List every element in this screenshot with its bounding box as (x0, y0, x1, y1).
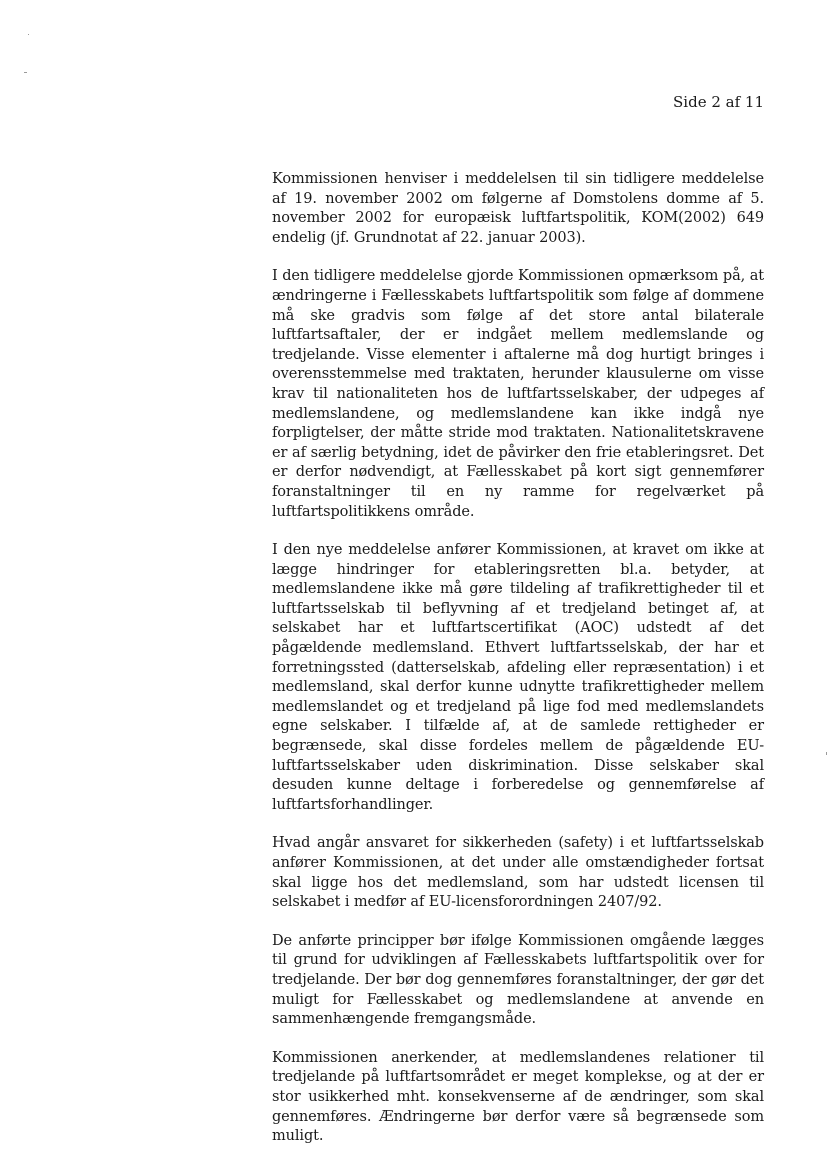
scan-speck (24, 72, 27, 73)
page-number: Side 2 af 11 (673, 93, 764, 111)
paragraph-3: I den nye meddelelse anfører Kommissionen, at kravet om ikke at lægge hindringer for etableringsretten bl.a. betyder, at medlemslandene ikke må gøre tildeling af trafikrettigheder til et luftfartsselskab til beflyvning af et tredjeland betinget af, at selskabet har et luftfartscertifikat (AOC) udstedt af det pågældende medlemsland. Ethvert luftfartsselskab, der har et forretningssted (datterselskab, afdeling eller repræsentation) i et medlemsland, skal derfor kunne udnytte trafikrettigheder mellem medlemslandet og et tredjeland på lige fod med medlemslandets egne selskaber. I tilfælde af, at de samlede rettigheder er begrænsede, skal disse fordeles mellem de pågældende EU-luftfartsselskaber uden diskrimination. Disse selskaber skal desuden kunne deltage i forberedelse og gennemførelse af luftfartsforhandlinger. (272, 542, 764, 813)
paragraph-2: I den tidligere meddelelse gjorde Kommissionen opmærksom på, at ændringerne i Fællesskabets luftfartspolitik som følge af dommene må ske gradvis som følge af det store antal bilaterale luftfartsaftaler, der er indgået mellem medlemslande og tredjelande. Visse elementer i aftalerne må dog hurtigt bringes i overensstemmelse med traktaten, herunder klausulerne om visse krav til nationaliteten hos de luftfartsselskaber, der udpeges af medlemslandene, og medlemslandene kan ikke indgå nye forpligtelser, der måtte stride mod traktaten. Nationalitetskravene er af særlig betydning, idet de påvirker den frie etableringsret. Det er derfor nødvendigt, at Fællesskabet på kort sigt gennemfører foranstaltninger til en ny ramme for regelværket på luftfartspolitikkens område. (272, 268, 764, 520)
scan-speck (826, 752, 827, 755)
scan-speck (28, 34, 29, 35)
paragraph-6: Kommissionen anerkender, at medlemslandenes relationer til tredjelande på luftfartsområdet er meget komplekse, og at der er stor usikkerhed mht. konsekvenserne af de ændringer, som skal gennemføres. Ændringerne bør derfor være så begrænsede som muligt. (272, 1049, 764, 1145)
document-body (272, 170, 764, 1166)
paragraph-1: Kommissionen henviser i meddelelsen til sin tidligere meddelelse af 19. november 2002 om følgerne af Domstolens domme af 5. november 2002 for europæisk luftfartspolitik, KOM(2002) 649 endelig (jf. Grundnotat af 22. januar 2003). (272, 171, 764, 246)
paragraph-4: Hvad angår ansvaret for sikkerheden (safety) i et luftfartsselskab anfører Kommissionen, at det under alle omstændigheder fortsat skal ligge hos det medlemsland, som har udstedt licensen til selskabet i medfør af EU-licensforordningen 2407/92. (272, 835, 764, 911)
paragraph-5: De anførte principper bør ifølge Kommissionen omgående lægges til grund for udviklingen af Fællesskabets luftfartspolitik over for tredjelande. Der bør dog gennemføres foranstaltninger, der gør det muligt for Fællesskabet og medlemslandene at anvende en sammenhængende fremgangsmåde. (272, 932, 764, 1028)
